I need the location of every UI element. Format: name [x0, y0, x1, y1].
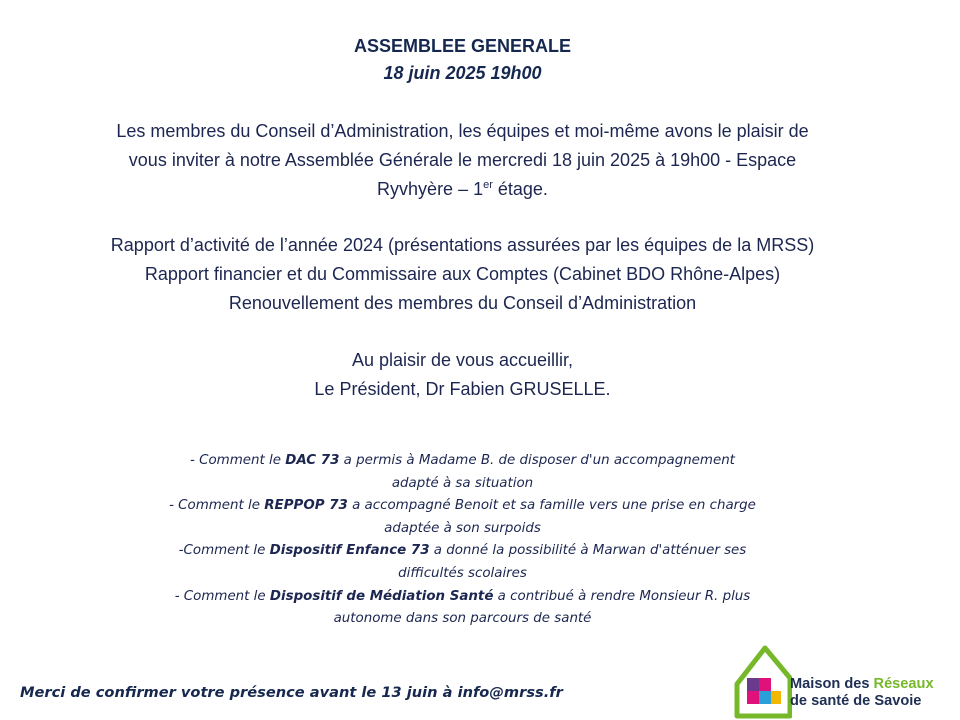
story-item — [0, 450, 925, 495]
ordinal-suffix: er — [483, 179, 493, 191]
story-prefix: - Comment le — [190, 453, 286, 468]
agenda — [0, 231, 925, 318]
logo-text-part: Maison des — [790, 676, 874, 692]
intro-line-1: Les membres du Conseil d’Administration, les équipes et moi-même avons le plaisir de — [116, 121, 809, 141]
story-line — [0, 586, 925, 609]
story-text: a accompagné Benoit et sa famille vers une prise en charge — [347, 498, 756, 514]
agenda-item: Renouvellement des membres du Conseil d’Administration — [228, 293, 697, 313]
closing-greeting: Au plaisir de vous accueillir, — [351, 350, 574, 370]
story-text: a contribué à rendre Monsieur R. plus — [493, 588, 751, 604]
story-prefix: - Comment le — [169, 498, 265, 514]
intro-paragraph — [0, 117, 925, 204]
story-line — [0, 540, 925, 563]
house-logo-icon — [732, 640, 792, 720]
intro-line-3 — [0, 175, 925, 204]
story-item — [0, 540, 925, 585]
closing — [0, 346, 925, 404]
story-line-2: adapté à sa situation — [391, 475, 534, 491]
story-program: Dispositif Enfance 73 — [269, 543, 430, 559]
intro-line-3-text: Ryvhyère – 1 — [377, 179, 484, 199]
logo-line-1 — [790, 676, 934, 693]
agenda-item: Rapport financier et du Commissaire aux Comptes (Cabinet BDO Rhône-Alpes) — [144, 264, 781, 284]
event-date: 18 juin 2025 19h00 — [383, 63, 542, 83]
intro-line-2: vous inviter à notre Assemblée Générale le mercredi 18 juin 2025 à 19h00 - Espace — [128, 150, 797, 170]
page-title: ASSEMBLEE GENERALE — [353, 36, 572, 56]
story-program: DAC 73 — [285, 453, 340, 468]
story-line — [0, 495, 925, 518]
stories-list — [0, 450, 925, 631]
logo-line-2: de santé de Savoie — [790, 693, 922, 709]
agenda-item: Rapport d’activité de l’année 2024 (présentations assurées par les équipes de la MRSS) — [110, 235, 815, 255]
story-line-2: difficultés scolaires — [398, 565, 527, 581]
story-program: REPPOP 73 — [264, 498, 348, 514]
story-program: Dispositif de Médiation Santé — [269, 588, 494, 604]
logo-wordmark — [790, 676, 934, 710]
story-line-2: autonome dans son parcours de santé — [333, 611, 592, 627]
organization-logo — [732, 640, 960, 720]
story-line-2: adaptée à son surpoids — [384, 520, 541, 536]
story-item — [0, 495, 925, 540]
story-text: a permis à Madame B. de disposer d'un accompagnement — [339, 453, 735, 468]
story-item — [0, 586, 925, 631]
story-prefix: -Comment le — [178, 543, 270, 559]
intro-line-3-end: étage. — [492, 179, 548, 199]
rsvp-note: Merci de confirmer votre présence avant le 13 juin à info@mrss.fr — [20, 684, 563, 701]
logo-accent-text: Réseaux — [873, 676, 934, 692]
closing-signature: Le Président, Dr Fabien GRUSELLE. — [314, 379, 611, 399]
story-text: a donné la possibilité à Marwan d'atténuer ses — [429, 543, 747, 559]
story-line — [0, 450, 925, 473]
story-prefix: - Comment le — [174, 588, 270, 604]
